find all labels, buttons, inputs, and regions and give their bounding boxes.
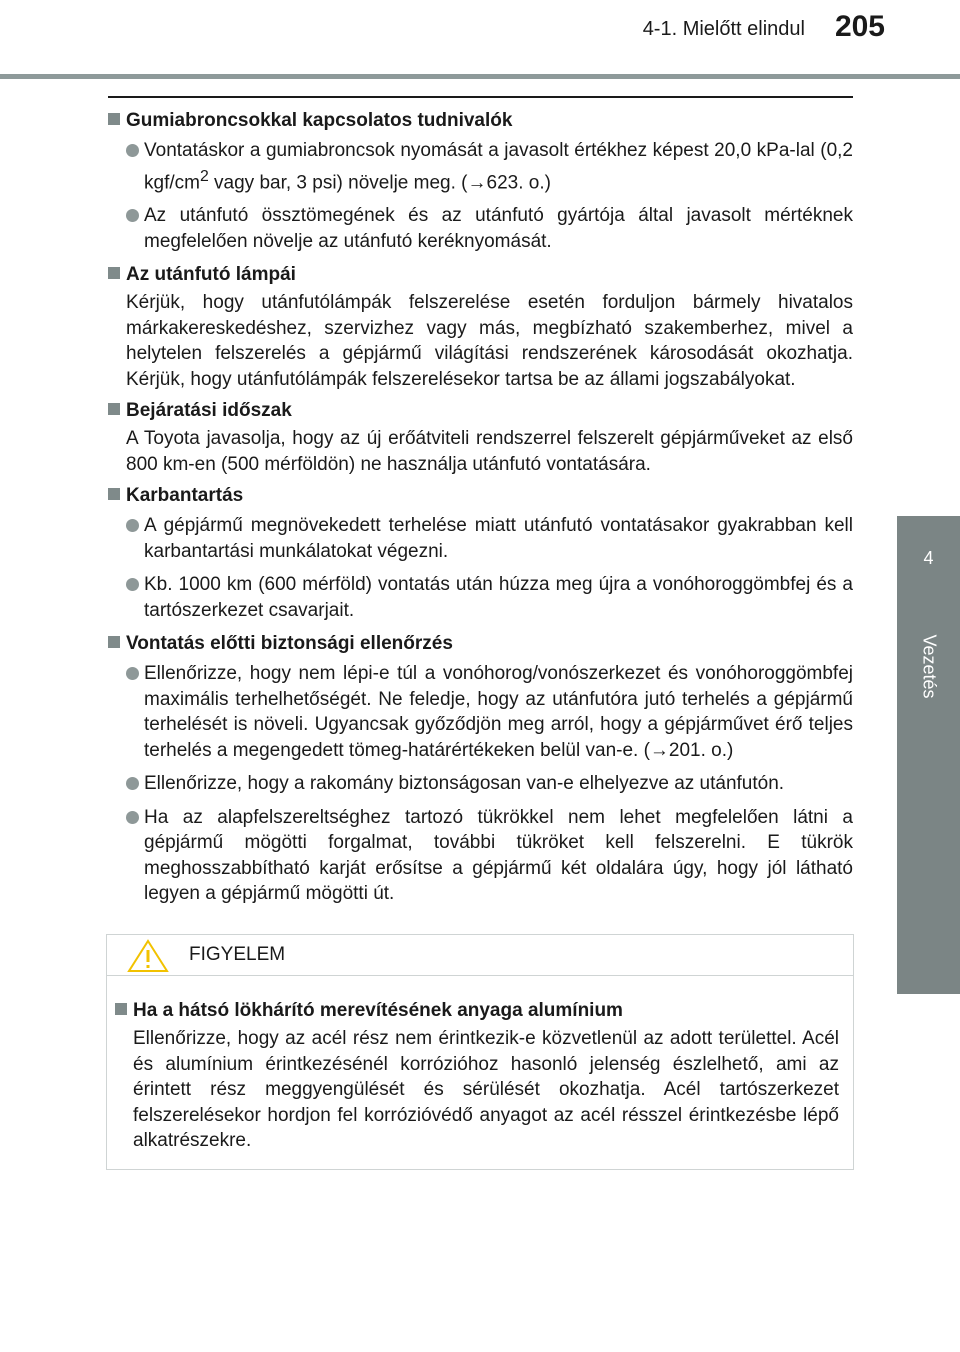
warning-heading: Ha a hátsó lökhárító merevítésének anyaga alumínium <box>115 998 839 1024</box>
paragraph: A Toyota javasolja, hogy az új erőátviteli rendszerrel felszerelt gépjárműveket az első 800 km-en (500 mérföldön) ne használja utánfutó vontatására. <box>126 428 853 475</box>
square-bullet-icon <box>108 403 120 415</box>
warning-title: FIGYELEM <box>189 944 286 965</box>
list-item: Ellenőrizze, hogy a rakomány biztonságosan van-e elhelyezve az utánfutón. <box>126 771 853 797</box>
warning-text: Ellenőrizze, hogy az acél rész nem érintkezik-e közvetlenül az adott területtel. Acél és alumínium érintkezésénél korrózióhoz hasonló jelenség észlelhető, ami az érintett rész meggyengülését és sérülését okozhatja. Acél tartószerkezet felszerelésekor hordjon fel korrózióvédő anyagot az acél résszel érintkezésbe lépő alkatrészekre. <box>133 1028 839 1151</box>
page-number: 205 <box>834 10 885 43</box>
square-bullet-icon <box>108 636 120 648</box>
content-top-rule <box>108 96 853 98</box>
list-item: Ellenőrizze, hogy nem lépi-e túl a vonóhorog/vonószerkezet és vonóhoroggömbfej maximális terhelhetőségét. Ne feledje, hogy az utánfutóra jutó terhelés a gépjármű terhelését is növeli. Ugyancsak győződjön meg arról, hogy a gépjárművet érő teljes terhelés a megengedett tömeg-határértékeken belül van-e. (→201. o.) <box>126 661 853 763</box>
main-content <box>108 96 853 915</box>
round-bullet-icon <box>126 578 139 591</box>
heading-trailer-lamps: Az utánfutó lámpái <box>108 262 853 288</box>
round-bullet-icon <box>126 519 139 532</box>
heading-safety-check: Vontatás előtti biztonsági ellenőrzés <box>108 631 853 657</box>
heading-maintenance: Karbantartás <box>108 483 853 509</box>
chapter-side-tab[interactable] <box>897 516 960 994</box>
paragraph: Kérjük, hogy utánfutólámpák felszerelése esetén forduljon bármely hivatalos márkakereskedéshez, szervizhez vagy más, megbízható szakemberhez, mivel a helytelen felszerelés a gépjármű világítási rendszerének károsodását okozhatja. Kérjük, hogy utánfutólámpák felszerelésekor tartsa be az állami jogszabályokat. <box>126 292 853 390</box>
chapter-label: Vezetés <box>919 634 939 699</box>
round-bullet-icon <box>126 667 139 680</box>
arrow-icon: → <box>649 739 669 761</box>
heading-break-in: Bejáratási időszak <box>108 398 853 424</box>
warning-triangle-icon <box>127 939 169 973</box>
heading-tires: Gumiabroncsokkal kapcsolatos tudnivalók <box>108 108 853 134</box>
list-item: Kb. 1000 km (600 mérföld) vontatás után húzza meg újra a vonóhoroggömbfej és a tartószerkezet csavarjait. <box>126 572 853 623</box>
square-bullet-icon <box>108 267 120 279</box>
round-bullet-icon <box>126 811 139 824</box>
page-reference-link[interactable]: 623. o.) <box>486 171 551 193</box>
round-bullet-icon <box>126 777 139 790</box>
chapter-number: 4 <box>923 548 934 568</box>
section-label: 4-1. Mielőtt elindul <box>642 18 805 40</box>
warning-box <box>106 934 854 1170</box>
header-rule <box>0 74 960 79</box>
round-bullet-icon <box>126 144 139 157</box>
warning-body <box>107 976 853 1154</box>
arrow-icon: → <box>467 171 487 193</box>
list-item: Az utánfutó össztömegének és az utánfutó gyártója által javasolt mértéknek megfelelően növelje az utánfutó keréknyomását. <box>126 203 853 254</box>
square-bullet-icon <box>108 113 120 125</box>
square-bullet-icon <box>115 1003 127 1015</box>
square-bullet-icon <box>108 488 120 500</box>
list-item: Vontatáskor a gumiabroncsok nyomását a javasolt értékhez képest 20,0 kPa-lal (0,2 kgf/$cm^2$ vagy bar, 3 psi) növelje meg. (→623. o.) <box>126 138 853 195</box>
page-reference-link[interactable]: 201. o.) <box>668 739 734 761</box>
warning-header <box>107 935 853 976</box>
list-item: Ha az alapfelszereltséghez tartozó tükrökkel nem lehet megfelelően látni a gépjármű mögötti forgalmat, további tükröket kell felszerelni. E tükrök meghosszabbítható karját erősítse a gépjármű két oldalára úgy, hogy jól látható legyen a gépjármű mögötti út. <box>126 805 853 907</box>
round-bullet-icon <box>126 209 139 222</box>
list-item: A gépjármű megnövekedett terhelése miatt utánfutó vontatásakor gyakrabban kell karbantartási munkálatokat végezni. <box>126 513 853 564</box>
